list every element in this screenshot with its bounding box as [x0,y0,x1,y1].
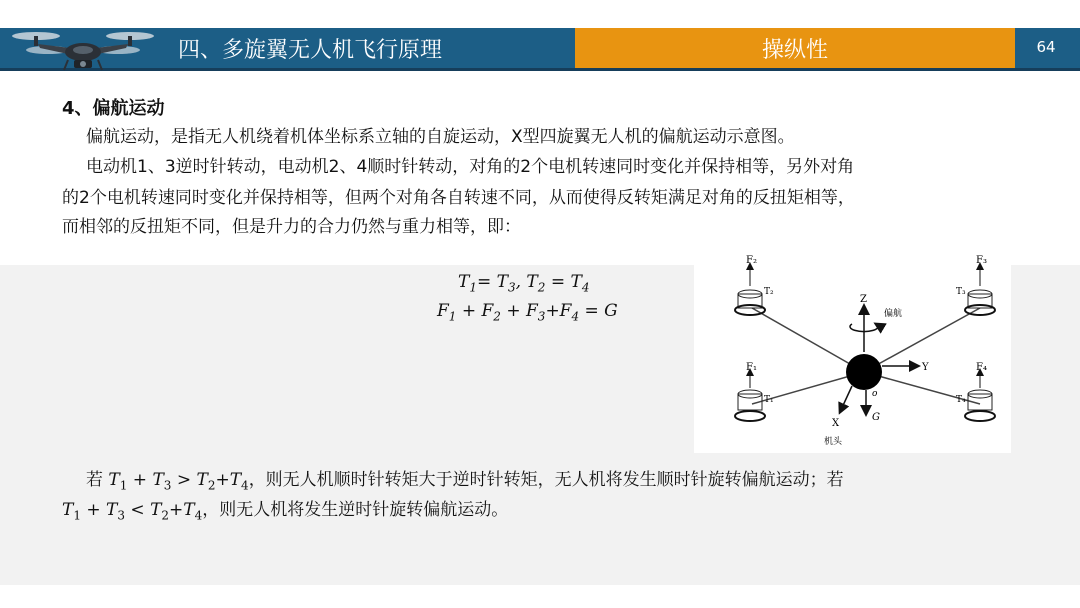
paragraph-definition: 偏航运动，是指无人机绕着机体坐标系立轴的自旋运动，X型四旋翼无人机的偏航运动示意图。 [86,127,795,147]
header-title: 四、多旋翼无人机飞行原理 [178,38,443,63]
page-number: 64 [1036,38,1056,56]
drone-icon [8,24,158,72]
label-x: X [832,418,840,429]
yaw-motion-diagram [694,254,1011,453]
rotor-top-left [735,264,765,315]
label-yaw: 偏航 [884,309,903,319]
header-divider [0,68,1080,71]
inequality-less: $T_1 + T_3 < T_2+T_4$ [62,500,203,523]
label-y: Y [922,362,929,373]
label-z: Z [860,294,867,305]
paragraph-motors-line3: 而相邻的反扭矩不同，但是升力的合力仍然与重力相等，即： [62,217,521,237]
force-equation: $F_1 + F_2 + F_3+F_4 = G$ [437,301,618,324]
rotor-bottom-left [735,370,765,421]
drone-body [846,354,882,390]
bottom-line1-text: ，则无人机顺时针转矩大于逆时针转矩，无人机将发生顺时针旋转偏航运动；若 [248,470,844,490]
label-t2: T₂ [764,287,774,297]
bottom-line2-text: ，则无人机将发生逆时针旋转偏航运动。 [202,500,509,520]
label-t3: T₃ [956,287,966,297]
torque-equation: $T_1= T_3$, $T_2 = T_4$ [458,272,590,295]
inequality-greater: $T_1 + T_3 > T_2+T_4$ [108,470,249,493]
section-heading: 4、偏航运动 [62,98,165,119]
label-f2: F₂ [746,255,757,266]
rotor-bottom-right [965,370,995,421]
bottom-line-counterclockwise [62,496,508,530]
header-section-label: 操纵性 [761,38,828,63]
label-origin: o [872,389,878,399]
bottom-prefix: 若 [86,470,103,490]
label-f3: F₃ [976,255,987,266]
label-t1: T₁ [764,395,774,405]
label-f4: F₄ [976,362,987,373]
paragraph-motors-line1: 电动机1、3逆时针转动，电动机2、4顺时针转动，对角的2个电机转速同时变化并保持相等，另外对角 [86,157,855,177]
label-gravity: G [872,412,880,423]
paragraph-motors-line2: 的2个电机转速同时变化并保持相等，但两个对角各自转速不同，从而使得反转矩满足对角的反扭矩相等， [62,188,855,208]
label-nose: 机头 [824,437,843,447]
label-t4: T₄ [956,395,966,405]
rotor-top-right [965,264,995,315]
header-bar [0,28,1080,70]
label-f1: F₁ [746,362,757,373]
